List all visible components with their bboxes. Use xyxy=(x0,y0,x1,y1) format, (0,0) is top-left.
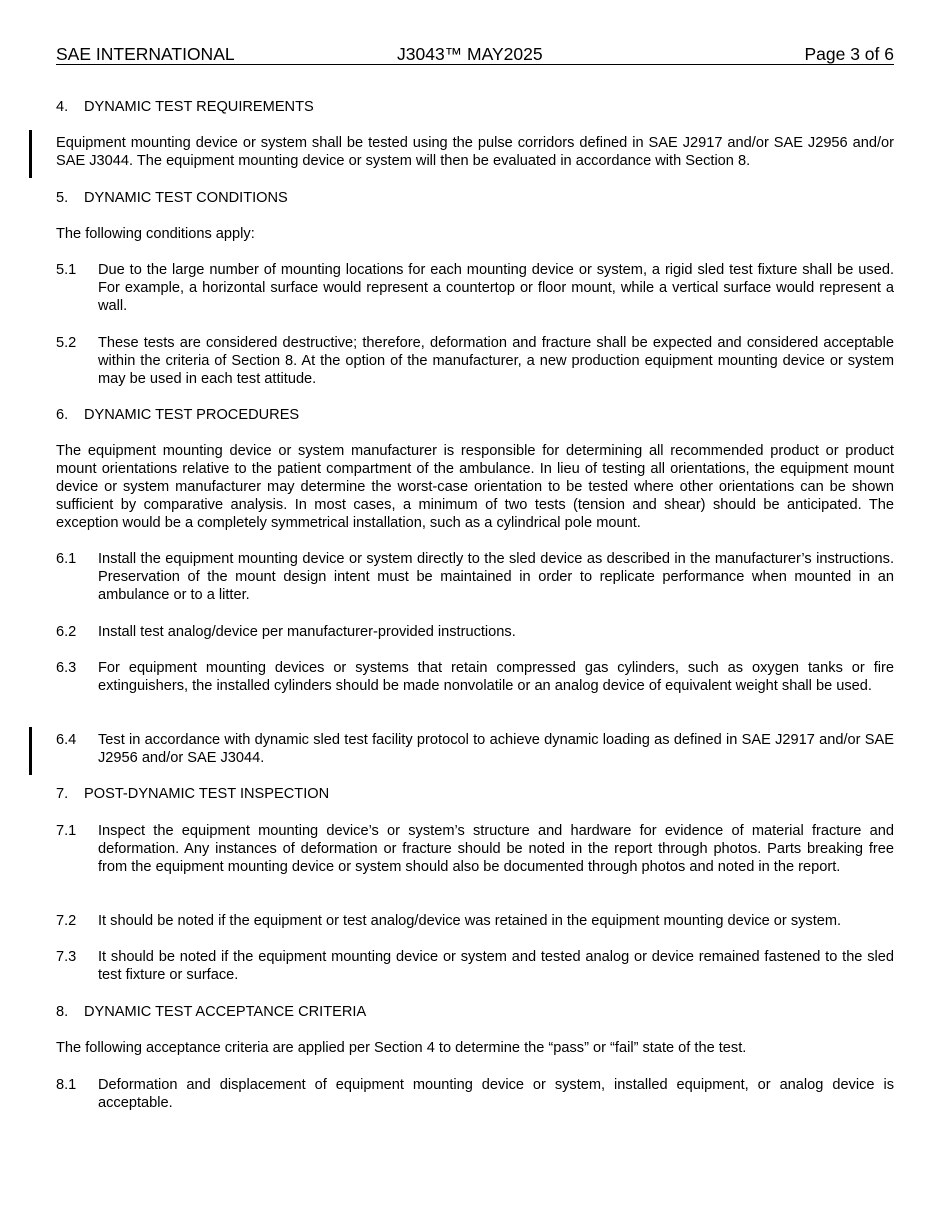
item-text: For equipment mounting devices or systems that retain compressed gas cylinders, such as oxygen tanks or fire extinguishers, the installed cylinders should be made nonvolatile or an analog device of equivalent weight shall be used. xyxy=(98,660,894,694)
section-8-intro: The following acceptance criteria are applied per Section 4 to determine the “pass” or “fail” state of the test. xyxy=(56,1040,747,1056)
item-text: Test in accordance with dynamic sled test facility protocol to achieve dynamic loading as defined in SAE J2917 and/or SAE J2956 and/or SAE J3044. xyxy=(98,732,894,766)
item-number: 8.1 xyxy=(56,1077,77,1093)
list-item xyxy=(56,659,894,695)
list-item xyxy=(56,261,894,315)
section-number: 6. xyxy=(56,407,69,423)
header-document-id: J3043™ MAY2025 xyxy=(397,44,543,64)
section-number: 8. xyxy=(56,1004,69,1020)
item-text: It should be noted if the equipment or test analog/device was retained in the equipment mounting device or system. xyxy=(98,913,842,929)
list-item xyxy=(56,550,894,604)
list-item xyxy=(56,912,894,930)
item-text: Inspect the equipment mounting device’s or system’s structure and hardware for evidence of material fracture and deformation. Any instances of deformation or fracture should be noted in the report through photos. Parts breaking free from the equipment mounting device or system should also be documented through photos and noted in the report. xyxy=(98,823,894,875)
item-text: Install the equipment mounting device or system directly to the sled device as described in the manufacturer’s instructions. Preservation of the mount design intent must be maintained in order to replicate performance when mounted in an ambulance or to a litter. xyxy=(98,551,894,603)
section-6-heading xyxy=(56,406,299,424)
item-number: 7.2 xyxy=(56,913,77,929)
section-5-heading xyxy=(56,189,288,207)
item-text: It should be noted if the equipment mounting device or system and tested analog or device remained fastened to the sled test fixture or surface. xyxy=(98,949,894,983)
revision-change-bar xyxy=(29,727,32,775)
item-text: Due to the large number of mounting locations for each mounting device or system, a rigid sled test fixture shall be used. For example, a horizontal surface would represent a countertop or floor mount, while a vertical surface would represent a wall. xyxy=(98,262,894,314)
section-number: 4. xyxy=(56,99,69,115)
item-number: 7.3 xyxy=(56,949,77,965)
section-title: DYNAMIC TEST CONDITIONS xyxy=(84,190,288,206)
item-number: 6.1 xyxy=(56,551,77,567)
header-organization: SAE INTERNATIONAL xyxy=(56,44,235,64)
list-item xyxy=(56,948,894,984)
item-number: 5.2 xyxy=(56,335,77,351)
section-number: 5. xyxy=(56,190,69,206)
item-number: 5.1 xyxy=(56,262,77,278)
page-header xyxy=(56,44,894,65)
header-page-number: Page 3 of 6 xyxy=(804,44,894,64)
list-item xyxy=(56,731,894,767)
section-7-heading xyxy=(56,785,329,803)
section-6-intro: The equipment mounting device or system manufacturer is responsible for determining all recommended product or product mount orientations relative to the patient compartment of the ambulance. In lieu of testing all orientations, the equipment mount device or system manufacturer may determine the worst-case orientation to be tested where other orientations can be shown sufficient by comparative analysis. In most cases, a minimum of two tests (tension and shear) should be anticipated. The exception would be a completely symmetrical installation, such as a cylindrical pole mount. xyxy=(56,443,894,531)
section-title: DYNAMIC TEST ACCEPTANCE CRITERIA xyxy=(84,1004,367,1020)
revision-change-bar xyxy=(29,130,32,178)
item-number: 6.2 xyxy=(56,624,77,640)
list-item xyxy=(56,822,894,876)
item-text: Deformation and displacement of equipment mounting device or system, installed equipment, or analog device is acceptable. xyxy=(98,1077,894,1111)
section-number: 7. xyxy=(56,786,69,802)
section-4-text: Equipment mounting device or system shall be tested using the pulse corridors defined in SAE J2917 and/or SAE J2956 and/or SAE J3044. The equipment mounting device or system will then be evaluated in accordance with Section 8. xyxy=(56,135,894,169)
list-item xyxy=(56,623,894,641)
section-title: DYNAMIC TEST REQUIREMENTS xyxy=(84,99,314,115)
item-number: 6.3 xyxy=(56,660,77,676)
item-number: 7.1 xyxy=(56,823,77,839)
item-text: Install test analog/device per manufacturer-provided instructions. xyxy=(98,624,516,640)
section-4-heading xyxy=(56,98,314,116)
list-item xyxy=(56,1076,894,1112)
section-5-intro: The following conditions apply: xyxy=(56,226,255,242)
section-8-heading xyxy=(56,1003,366,1021)
item-text: These tests are considered destructive; therefore, deformation and fracture shall be expected and considered acceptable within the criteria of Section 8. At the option of the manufacturer, a new production equipment mounting device or system may be used in each test attitude. xyxy=(98,335,894,387)
item-number: 6.4 xyxy=(56,732,77,748)
list-item xyxy=(56,334,894,388)
section-title: POST-DYNAMIC TEST INSPECTION xyxy=(84,786,330,802)
section-title: DYNAMIC TEST PROCEDURES xyxy=(84,407,300,423)
